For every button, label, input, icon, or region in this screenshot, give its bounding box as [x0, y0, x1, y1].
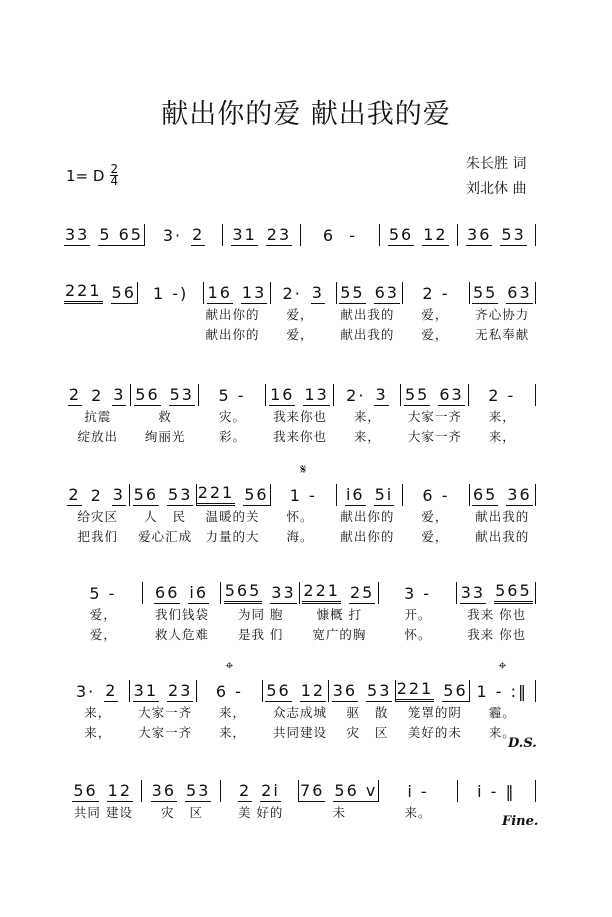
lyric-text: 为同 胞: [237, 607, 284, 622]
measure: [271, 462, 337, 506]
note-group: 56: [135, 385, 160, 404]
lyric-text: 献出你的: [205, 307, 260, 322]
note-group: 12: [300, 681, 326, 700]
lyric-text: 爱心汇成: [138, 529, 193, 544]
notes-row: [64, 382, 536, 406]
lyric-text: 救人危难: [155, 627, 210, 642]
lyric-text: 怀。: [286, 509, 314, 524]
lyric-text: 献出我的: [475, 529, 530, 544]
measure: [271, 282, 337, 304]
measure: [329, 680, 395, 702]
measure: [337, 282, 403, 304]
note-group: 3: [311, 283, 324, 302]
note-group: i6: [189, 583, 208, 602]
lyric-text: 海。: [286, 529, 314, 544]
measure: [142, 780, 220, 802]
note-group: i - ‖: [477, 782, 516, 801]
note-group: 2i: [261, 781, 280, 800]
measure: [457, 582, 536, 604]
lyric-text: 我们钱袋: [155, 607, 210, 622]
notes-row: [64, 222, 536, 246]
note-group: 55: [404, 385, 430, 404]
measure: [223, 224, 301, 246]
measure: [379, 582, 458, 604]
measure: [337, 484, 403, 506]
lyric-text: 我来你也: [272, 409, 327, 424]
lyric-text: 美好的未: [407, 725, 462, 740]
lyric-text: 献出你的: [340, 509, 395, 524]
note-group: 31: [232, 225, 257, 244]
measure: [130, 484, 196, 506]
note-group: 5 -: [89, 584, 117, 603]
lyric-text: 人 民: [144, 509, 187, 524]
lyric-text: 未: [332, 805, 347, 820]
note-group: 3: [113, 385, 126, 404]
note-group: 56: [266, 681, 291, 700]
note-group: 33: [271, 583, 296, 602]
measure: [64, 680, 130, 702]
note-group: 3·: [162, 226, 183, 245]
measure: [334, 384, 401, 406]
note-group: 53: [186, 781, 211, 800]
measure: [403, 484, 469, 506]
note-group: 25: [349, 583, 375, 602]
lyric-text: 无私奉献: [475, 327, 530, 342]
measure: [197, 484, 271, 506]
note-group: 63: [507, 283, 532, 302]
note-group: 3: [375, 385, 388, 404]
segno-icon: 𝄋: [300, 462, 307, 478]
note-group: 5 65: [99, 225, 143, 244]
lyric-text: 灾 区: [161, 805, 203, 820]
ds-label: D.S.: [508, 736, 537, 751]
measure: [403, 282, 469, 304]
note-group: i -: [407, 782, 429, 801]
note-group: 2: [68, 485, 81, 504]
measure: [221, 582, 300, 604]
lyricist: 朱长胜 词: [466, 156, 527, 172]
measure: [301, 224, 379, 246]
measure: [131, 384, 198, 406]
measure: [379, 780, 457, 802]
lyric-text: 爱，: [286, 307, 314, 322]
notes-row: [64, 580, 536, 604]
measure: [470, 658, 536, 702]
credits: [466, 152, 526, 202]
note-group: 13: [241, 283, 267, 302]
note-group: 36: [507, 485, 532, 504]
note-group: 221: [302, 583, 341, 604]
measure: [145, 224, 223, 246]
notes-row: [64, 778, 536, 802]
note-group: 56: [111, 283, 136, 302]
coda-icon: ⌖: [498, 658, 507, 674]
measure: [458, 224, 536, 246]
lyric-text: 来，: [488, 409, 516, 424]
note-group: 63: [439, 385, 464, 404]
note-group: 6 -: [215, 682, 243, 701]
lyric-text: 绚丽光: [144, 429, 186, 444]
lyric-text: 灾 区: [346, 725, 389, 740]
note-group: i6: [345, 485, 365, 504]
measure: [199, 384, 266, 406]
staff-system: [64, 462, 536, 546]
lyric-text: 驱 散: [346, 705, 389, 720]
key-label: 1= D: [66, 166, 105, 185]
lyric-text: 爱，: [89, 627, 117, 642]
measure: [263, 680, 329, 702]
note-group: 36: [151, 781, 177, 800]
lyric-text: 齐心协力: [475, 307, 530, 322]
lyric-text: 来，: [84, 725, 112, 740]
lyric-text: 来，: [488, 429, 516, 444]
lyrics-verse-2: [64, 526, 536, 546]
note-group: 3: [112, 485, 125, 504]
lyric-text: 力量的大: [205, 529, 260, 544]
note-group: 565: [224, 583, 263, 604]
note-group: 2: [238, 781, 252, 800]
note-group: 36: [332, 681, 358, 700]
lyric-text: 众志成城: [272, 705, 327, 720]
lyric-text: 我来你也: [272, 429, 327, 444]
lyric-text: 笼罩的阴: [407, 705, 462, 720]
note-group: 2 -: [422, 284, 450, 303]
lyric-text: 献出我的: [340, 307, 395, 322]
note-group: 3 -: [404, 584, 432, 603]
lyric-text: 抗震: [84, 409, 112, 424]
note-group: 53: [169, 385, 194, 404]
note-group: 221: [197, 485, 236, 506]
measure: [130, 680, 196, 702]
note-group: 56: [443, 681, 468, 700]
time-top: 2: [110, 162, 119, 176]
note-group: 221: [396, 681, 435, 702]
lyric-text: 爱，: [421, 509, 449, 524]
lyric-text: 宽广的胸: [312, 627, 367, 642]
measure: [266, 384, 333, 406]
note-group: 53: [168, 485, 193, 504]
lyric-text: 大家一齐: [407, 409, 462, 424]
note-group: 2 -: [488, 386, 516, 405]
lyric-text: 献出你的: [340, 529, 395, 544]
lyrics-verse-2: [64, 324, 536, 344]
lyric-text: 来，: [219, 725, 247, 740]
coda-icon: ⌖: [225, 658, 234, 674]
lyric-text: 共同建设: [272, 725, 327, 740]
note-group: 2: [90, 486, 103, 505]
lyric-text: 大家一齐: [407, 429, 462, 444]
note-group: 53: [367, 681, 392, 700]
song-title: 献出你的爱 献出我的爱: [161, 99, 451, 130]
note-group: 23: [168, 681, 193, 700]
note-group: 36: [467, 225, 492, 244]
lyric-text: 是我 们: [237, 627, 284, 642]
note-group: 2·: [346, 386, 366, 405]
lyric-text: 把我们: [77, 529, 118, 544]
lyric-text: 给灾区: [77, 509, 118, 524]
measure: [300, 582, 379, 604]
staff-system: [64, 222, 536, 246]
lyric-text: 来，: [219, 705, 247, 720]
lyric-text: 爱，: [286, 327, 314, 342]
measure: [401, 384, 468, 406]
note-group: 12: [423, 225, 448, 244]
measure: [64, 582, 143, 604]
lyric-text: 救: [158, 409, 172, 424]
key-signature: [66, 164, 118, 187]
lyric-text: 开。: [404, 607, 432, 622]
note-group: 56 v: [334, 781, 378, 800]
lyrics-verse-1: [64, 802, 536, 822]
lyric-text: 爱，: [421, 327, 449, 342]
measure: [64, 484, 130, 506]
note-group: 565: [494, 583, 533, 604]
note-group: 5i: [374, 485, 394, 504]
lyric-text: 献出我的: [340, 327, 395, 342]
lyric-text: 霾。: [488, 705, 516, 720]
measure: [64, 282, 138, 304]
measure: [396, 680, 470, 702]
lyrics-verse-1: [64, 304, 536, 324]
measure: [470, 282, 536, 304]
staff-system: [64, 382, 536, 446]
note-group: 1 - :‖: [476, 682, 529, 701]
measure: [64, 780, 142, 802]
lyrics-verse-2: [64, 624, 536, 644]
note-group: 6 -: [322, 226, 358, 245]
note-group: 31: [133, 681, 159, 700]
lyric-text: 爱，: [421, 529, 449, 544]
lyrics-verse-2: [64, 722, 536, 742]
time-signature: [110, 164, 118, 187]
measure: [458, 780, 536, 802]
measure: [138, 282, 204, 304]
lyric-text: 来，: [353, 429, 381, 444]
lyric-text: 灾。: [219, 409, 247, 424]
lyric-text: 彩。: [219, 429, 247, 444]
measure: [469, 384, 536, 406]
note-group: 2·: [282, 284, 302, 303]
lyric-text: 来，: [353, 409, 381, 424]
time-bottom: 4: [110, 174, 119, 188]
lyric-text: 大家一齐: [138, 725, 193, 740]
note-group: 16: [270, 385, 295, 404]
note-group: 12: [107, 781, 133, 800]
note-group: 55: [472, 283, 498, 302]
measure: [221, 780, 299, 802]
measure: [204, 282, 270, 304]
note-group: 56: [133, 485, 159, 504]
lyric-text: 献出我的: [475, 509, 530, 524]
note-group: 3·: [75, 682, 96, 701]
lyric-text: 来，: [84, 705, 112, 720]
lyric-text: 共同 建设: [73, 805, 133, 820]
measure: [470, 484, 536, 506]
staff-system: [64, 280, 536, 344]
measure: [64, 224, 145, 246]
note-group: 63: [374, 283, 399, 302]
note-group: 33: [65, 225, 90, 244]
measure: [380, 224, 458, 246]
measure: [64, 384, 131, 406]
notes-row: [64, 658, 536, 702]
lyric-text: 怀。: [404, 627, 432, 642]
lyric-text: 来。: [404, 805, 432, 820]
lyric-text: 我来 你也: [467, 607, 527, 622]
note-group: 66: [155, 583, 180, 602]
measure: [197, 658, 263, 702]
note-group: 56: [388, 225, 414, 244]
notes-row: [64, 280, 536, 304]
staff-system: [64, 778, 536, 822]
note-group: 2: [68, 385, 82, 404]
lyrics-verse-1: [64, 506, 536, 526]
note-group: 1 -: [289, 486, 317, 505]
note-group: 33: [460, 583, 486, 602]
lyric-text: 来。: [488, 725, 516, 740]
fine-label: Fine.: [502, 814, 539, 829]
measure: [143, 582, 222, 604]
staff-system: [64, 580, 536, 644]
lyric-text: 我来 你也: [467, 627, 527, 642]
lyric-text: 绽放出: [77, 429, 118, 444]
lyric-text: 献出你的: [205, 327, 260, 342]
note-group: 13: [304, 385, 329, 404]
note-group: 5 -: [218, 386, 246, 405]
note-group: 221: [64, 283, 103, 304]
note-group: 53: [501, 225, 526, 244]
lyric-text: 大家一齐: [138, 705, 193, 720]
staff-system: [64, 658, 536, 742]
note-group: 56: [73, 781, 98, 800]
note-group: 23: [266, 225, 292, 244]
note-group: 16: [207, 283, 232, 302]
note-group: 55: [340, 283, 365, 302]
note-group: 1 -): [152, 284, 189, 303]
note-group: 65: [472, 485, 498, 504]
lyric-text: 美 好的: [237, 805, 284, 820]
lyrics-verse-1: [64, 604, 536, 624]
lyric-text: 爱，: [421, 307, 449, 322]
note-group: 76: [300, 781, 325, 800]
lyric-text: 慷概 打: [316, 607, 363, 622]
measure: [299, 780, 379, 802]
composer: 刘北休 曲: [466, 181, 527, 197]
note-group: 2: [105, 681, 118, 700]
lyrics-verse-2: [64, 426, 536, 446]
note-group: 6 -: [422, 486, 450, 505]
note-group: 2: [192, 225, 205, 244]
note-group: 56: [244, 485, 269, 504]
lyric-text: 爱，: [89, 607, 117, 622]
lyric-text: 温暖的关: [205, 509, 260, 524]
lyrics-verse-1: [64, 406, 536, 426]
note-group: 2: [91, 386, 104, 405]
lyrics-verse-1: [64, 702, 536, 722]
notes-row: [64, 462, 536, 506]
